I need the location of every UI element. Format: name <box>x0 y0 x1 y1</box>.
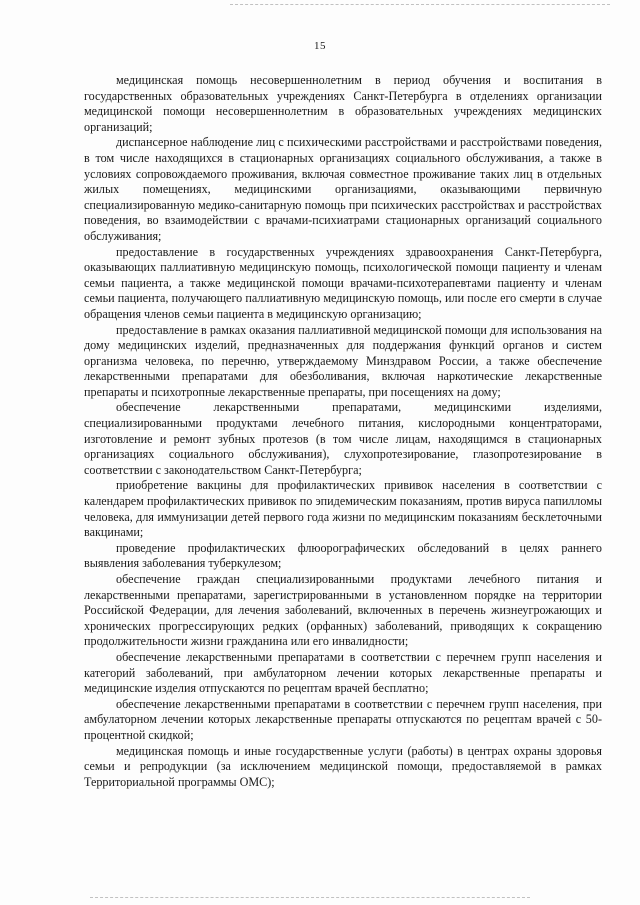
paragraph: обеспечение лекарственными препаратами, медицинскими изделиями, специализированными продуктами лечебного питания, кислородными концентраторами, изготовление и ремонт зубных протезов (в том числе лицам, находящимся в стационарных организациях социального обслуживания), слухопротезирование, глазопротезирование в соответствии с законодательством Санкт-Петербурга; <box>84 400 602 477</box>
document-body <box>84 73 602 790</box>
paragraph: приобретение вакцины для профилактических прививок населения в соответствии с календарем профилактических прививок по эпидемическим показаниям, против вируса папилломы человека, для иммунизации детей первого года жизни по медицинским показаниям бесклеточными вакцинами; <box>84 478 602 540</box>
page-number: 15 <box>314 40 326 52</box>
paragraph: проведение профилактических флюорографических обследований в целях раннего выявления заболевания туберкулезом; <box>84 540 602 571</box>
paragraph: медицинская помощь и иные государственные услуги (работы) в центрах охраны здоровья семьи и репродукции (за исключением медицинской помощи, предоставляемой в рамках Территориальной программы ОМС); <box>84 743 602 789</box>
scan-bottom-edge <box>90 897 530 900</box>
paragraph: обеспечение граждан специализированными продуктами лечебного питания и лекарственными препаратами, зарегистрированными в установленном порядке на территории Российской Федерации, для лечения заболеваний, включенных в перечень жизнеугрожающих и хронических прогрессирующих редких (орфанных) заболеваний, приводящих к сокращению продолжительности жизни гражданина или его инвалидности; <box>84 572 602 649</box>
paragraph: предоставление в государственных учреждениях здравоохранения Санкт-Петербурга, оказывающих паллиативную медицинскую помощь, психологической помощи пациенту и членам семьи пациента, а также медицинской помощи врачами-психотерапевтами пациенту и членам семьи пациента, получающего паллиативную медицинскую помощь, или после его смерти в случае обращения членов семьи пациента в медицинскую организацию; <box>84 244 602 321</box>
paragraph: медицинская помощь несовершеннолетним в период обучения и воспитания в государственных образовательных учреждениях Санкт-Петербурга в отделениях организации медицинской помощи несовершеннолетним в образовательных учреждениях медицинских организаций; <box>84 73 602 134</box>
scan-top-edge <box>230 4 610 7</box>
paragraph: предоставление в рамках оказания паллиативной медицинской помощи для использования на дому медицинских изделий, предназначенных для поддержания функций органов и систем организма человека, по перечню, утверждаемому Минздравом России, а также обеспечение лекарственными препаратами для обезболивания, включая наркотические лекарственные препараты и психотропные лекарственные препараты, при посещениях на дому; <box>84 322 602 399</box>
paragraph: диспансерное наблюдение лиц с психическими расстройствами и расстройствами поведения, в том числе находящихся в стационарных организациях социального обслуживания, а также в условиях сопровождаемого проживания, включая совместное проживание таких лиц в отдельных жилых помещениях, медицинскими организациями, оказывающими первичную специализированную медико-санитарную помощь при психических расстройствах и расстройствах поведения, во взаимодействии с врачами-психиатрами стационарных организаций социального обслуживания; <box>84 135 602 243</box>
paragraph: обеспечение лекарственными препаратами в соответствии с перечнем групп населения, при амбулаторном лечении которых лекарственные препараты отпускаются по рецептам врачей с 50-процентной скидкой; <box>84 696 602 742</box>
paragraph: обеспечение лекарственными препаратами в соответствии с перечнем групп населения и категорий заболеваний, при амбулаторном лечении которых лекарственные препараты и медицинские изделия отпускаются по рецептам врачей бесплатно; <box>84 649 602 696</box>
